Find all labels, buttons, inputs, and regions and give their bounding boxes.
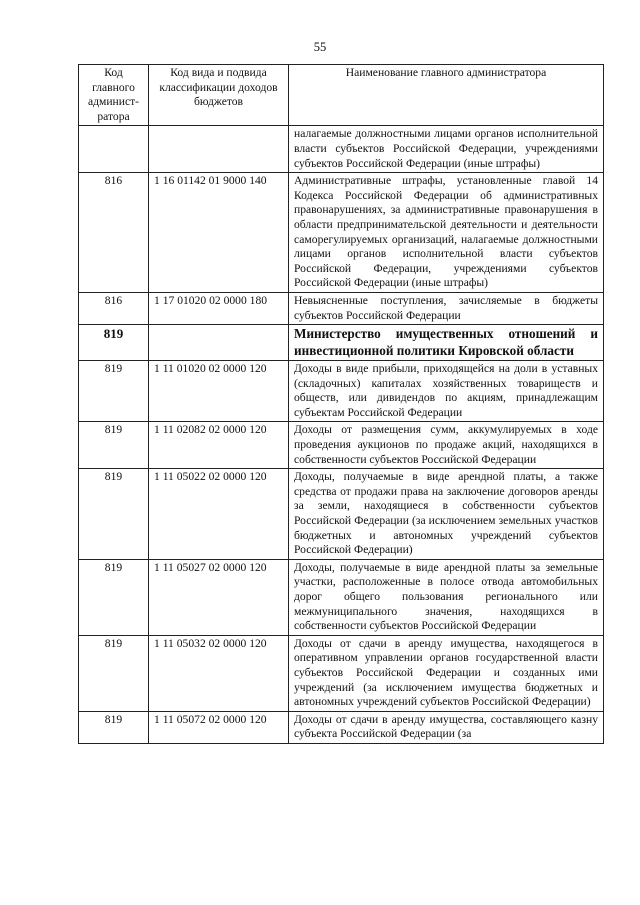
row-code: 816 xyxy=(79,173,149,293)
row-kbk xyxy=(149,126,289,173)
row-code: 819 xyxy=(79,469,149,560)
revenue-administrators-table xyxy=(78,64,604,744)
row-kbk: 1 11 05022 02 0000 120 xyxy=(149,469,289,560)
table-row xyxy=(79,422,604,469)
row-code: 819 xyxy=(79,422,149,469)
table-header-row xyxy=(79,65,604,126)
row-kbk: 1 11 05027 02 0000 120 xyxy=(149,559,289,635)
table-row xyxy=(79,126,604,173)
row-kbk: 1 16 01142 01 9000 140 xyxy=(149,173,289,293)
page-number: 55 xyxy=(313,40,327,54)
row-code: 819 xyxy=(79,711,149,743)
row-code xyxy=(79,126,149,173)
row-code: 819 xyxy=(79,361,149,422)
section-kbk xyxy=(149,325,289,361)
row-name: Доходы от сдачи в аренду имущества, составляющего казну субъекта Российской Федерации (за xyxy=(289,711,604,743)
row-name: Невыясненные поступления, зачисляемые в бюджеты субъектов Российской Федерации xyxy=(289,292,604,324)
row-name: Доходы от сдачи в аренду имущества, находящегося в оперативном управлении органов государственной власти субъектов Российской Федерации и созданных ими учреждений (за исключением имущества бюджетных и автономных учреждений субъектов Российской Федерации) xyxy=(289,635,604,711)
row-name: Доходы в виде прибыли, приходящейся на доли в уставных (складочных) капиталах хозяйственных товариществ и обществ, или дивидендов по акциям, принадлежащим субъектам Российской Федерации xyxy=(289,361,604,422)
row-name: Доходы от размещения сумм, аккумулируемых в ходе проведения аукционов по продаже акций, находящихся в собственности субъектов Российской Федерации xyxy=(289,422,604,469)
table-row xyxy=(79,361,604,422)
section-title: Министерство имущественных отношений и инвестиционной политики Кировской области xyxy=(289,325,604,361)
table-row xyxy=(79,292,604,324)
row-name: Административные штрафы, установленные главой 14 Кодекса Российской Федерации об административных правонарушениях, за административные правонарушения в области предпринимательской деятельности и деятельности саморегулируемых организаций, налагаемые должностными лицами органов исполнительной власти субъектов Российской Федерации, учреждениями субъектов Российской Федерации (иные штрафы) xyxy=(289,173,604,293)
table-row xyxy=(79,559,604,635)
row-code: 816 xyxy=(79,292,149,324)
row-code: 819 xyxy=(79,635,149,711)
table-row xyxy=(79,173,604,293)
table-row xyxy=(79,469,604,560)
header-name: Наименование главного администратора xyxy=(289,65,604,126)
row-kbk: 1 17 01020 02 0000 180 xyxy=(149,292,289,324)
row-kbk: 1 11 05072 02 0000 120 xyxy=(149,711,289,743)
section-row xyxy=(79,325,604,361)
header-kbk: Код вида и подвида классификации доходов бюджетов xyxy=(149,65,289,126)
table-row xyxy=(79,635,604,711)
row-kbk: 1 11 01020 02 0000 120 xyxy=(149,361,289,422)
row-name: налагаемые должностными лицами органов исполнительной власти субъектов Российской Федерации, учреждениями субъектов Российской Федерации (иные штрафы) xyxy=(289,126,604,173)
header-code: Код главного админист-ратора xyxy=(79,65,149,126)
table-row xyxy=(79,711,604,743)
row-kbk: 1 11 02082 02 0000 120 xyxy=(149,422,289,469)
row-name: Доходы, получаемые в виде арендной платы за земельные участки, расположенные в полосе отвода автомобильных дорог общего пользования регионального или межмуниципального значения, находящихся в собственности субъектов Российской Федерации xyxy=(289,559,604,635)
row-name: Доходы, получаемые в виде арендной платы, а также средства от продажи права на заключение договоров аренды за земли, находящиеся в собственности субъектов Российской Федерации (за исключением земельных участков бюджетных и автономных учреждений субъектов Российской Федерации) xyxy=(289,469,604,560)
section-code: 819 xyxy=(79,325,149,361)
row-code: 819 xyxy=(79,559,149,635)
row-kbk: 1 11 05032 02 0000 120 xyxy=(149,635,289,711)
